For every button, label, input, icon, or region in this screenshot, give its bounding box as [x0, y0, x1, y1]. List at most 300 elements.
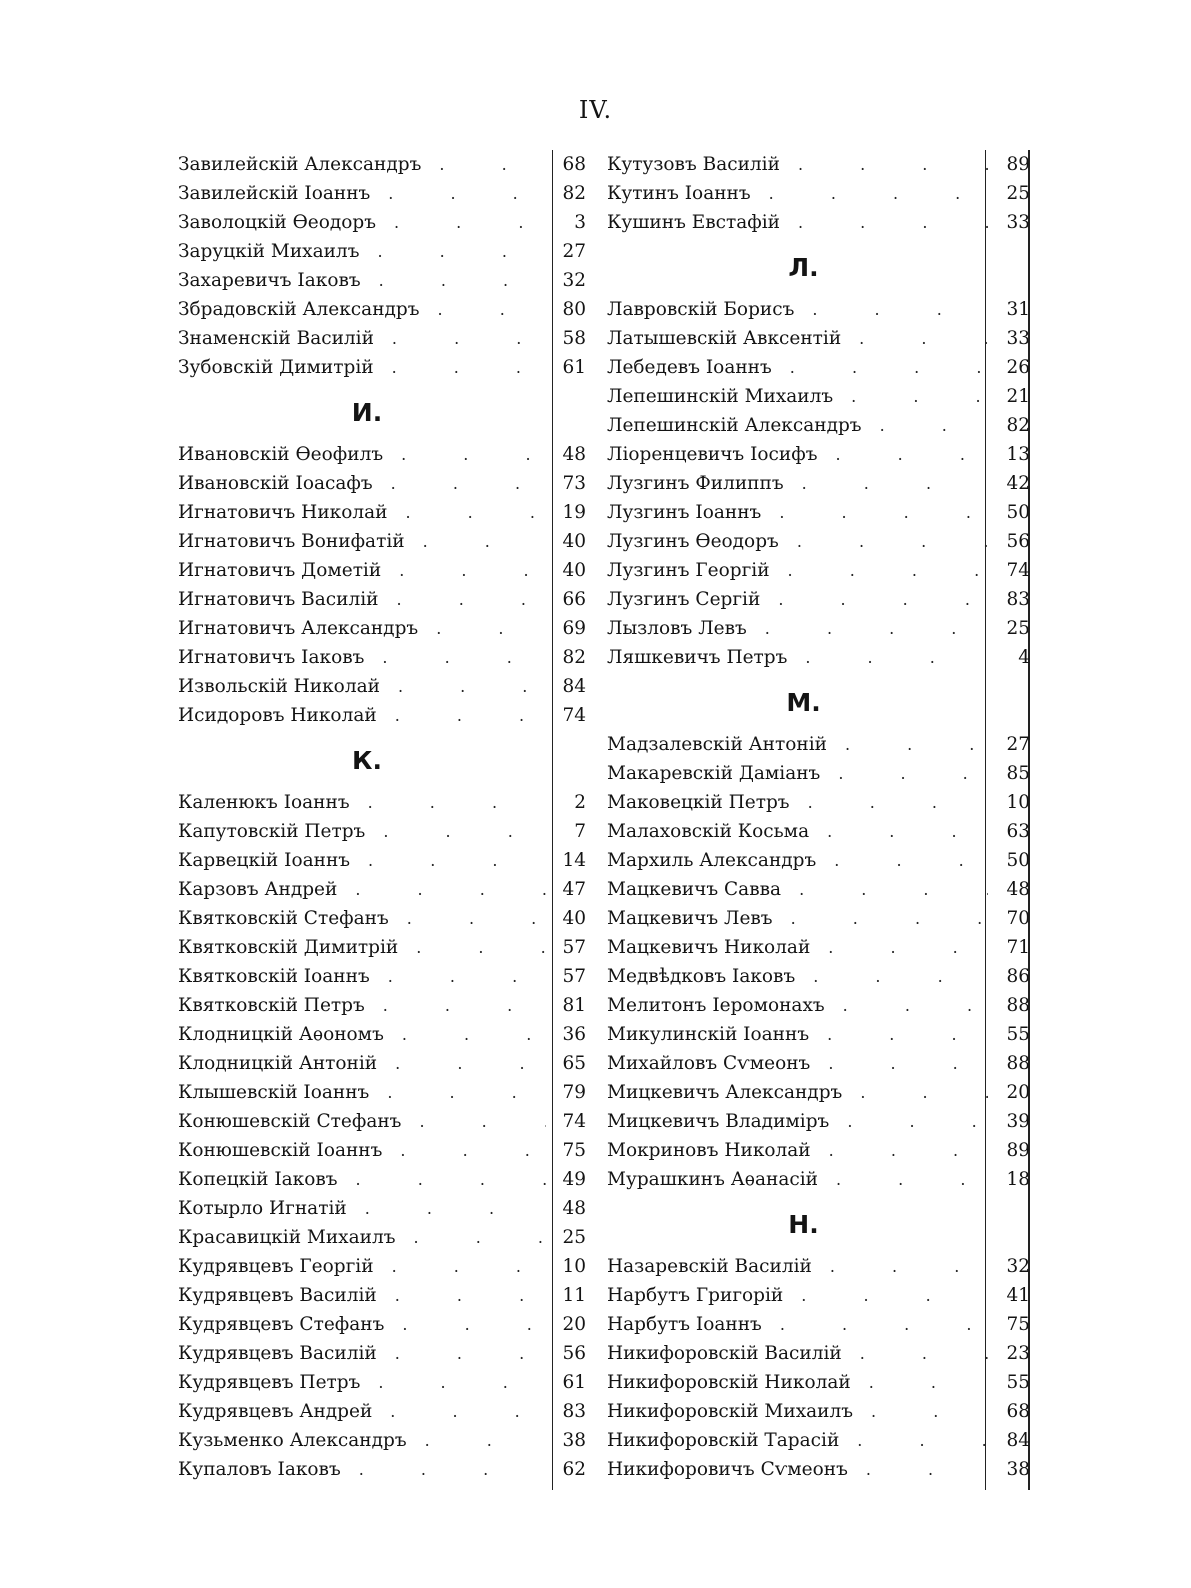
index-entry — [178, 1252, 586, 1281]
index-entry — [178, 1426, 586, 1455]
entry-name: Конюшевскій Стефанъ — [178, 1111, 402, 1132]
entry-name: Игнатовичъ Вонифатій — [178, 531, 405, 552]
entry-name: Карзовъ Андрей — [178, 879, 338, 900]
entry-page-number: 50 — [1006, 502, 1030, 523]
dot-leader — [770, 556, 988, 585]
entry-name: Кудрявцевъ Стефанъ — [178, 1314, 385, 1335]
entry-page-number: 83 — [562, 1401, 586, 1422]
index-entry — [178, 295, 586, 324]
entry-name: Кутинъ Іоаннъ — [607, 183, 751, 204]
entry-name: Никифоровскій Николай — [607, 1372, 851, 1393]
index-entry — [607, 498, 1030, 527]
index-entry — [178, 1339, 586, 1368]
entry-name: Лавровскій Борисъ — [607, 299, 795, 320]
entry-name: Квятковскій Петръ — [178, 995, 365, 1016]
dot-leader — [783, 1281, 988, 1310]
entry-page-number: 20 — [1006, 1082, 1030, 1103]
entry-page-number: 62 — [562, 1459, 586, 1480]
entry-name: Кудрявцевъ Василій — [178, 1343, 377, 1364]
dot-leader — [780, 150, 988, 179]
entry-page-number: 57 — [562, 937, 586, 958]
dot-leader — [829, 1107, 988, 1136]
index-entry — [178, 962, 586, 991]
index-entry — [178, 1049, 586, 1078]
entry-name: Зубовскій Димитрій — [178, 357, 374, 378]
index-entry — [607, 991, 1030, 1020]
entry-name: Мицкевичъ Александръ — [607, 1082, 843, 1103]
entry-page-number: 21 — [1006, 386, 1030, 407]
index-entry — [607, 1426, 1030, 1455]
entry-page-number: 50 — [1006, 850, 1030, 871]
entry-page-number: 38 — [1006, 1459, 1030, 1480]
entry-name: Нарбутъ Григорій — [607, 1285, 784, 1306]
dot-leader — [370, 962, 546, 991]
dot-leader — [360, 1368, 546, 1397]
dot-leader — [401, 1107, 546, 1136]
index-entry — [607, 1339, 1030, 1368]
dot-leader — [833, 382, 988, 411]
entry-name: Каленюкъ Іоаннъ — [178, 792, 350, 813]
index-entry — [178, 701, 586, 730]
index-entry — [607, 295, 1030, 324]
index-entry — [178, 788, 586, 817]
index-entry — [178, 208, 586, 237]
index-entry — [607, 1310, 1030, 1339]
dot-leader — [377, 1339, 546, 1368]
dot-leader — [361, 266, 546, 295]
dot-leader — [350, 788, 546, 817]
index-entry — [178, 556, 586, 585]
dot-leader — [359, 237, 546, 266]
entry-page-number: 55 — [1006, 1372, 1030, 1393]
index-entry — [178, 237, 586, 266]
dot-leader — [848, 1455, 988, 1484]
entry-name: Завилейскій Александръ — [178, 154, 422, 175]
dot-leader — [784, 469, 988, 498]
entry-page-number: 82 — [562, 183, 586, 204]
dot-leader — [396, 1223, 546, 1252]
index-entry — [178, 150, 586, 179]
entry-name: Никифоровскій Михаилъ — [607, 1401, 854, 1422]
entry-name: Квятковскій Стефанъ — [178, 908, 389, 929]
entry-page-number: 23 — [1006, 1343, 1030, 1364]
dot-leader — [794, 295, 988, 324]
entry-page-number: 40 — [562, 560, 586, 581]
index-entry — [178, 672, 586, 701]
entry-name: Кудрявцевъ Андрей — [178, 1401, 373, 1422]
entry-name: Никифоровичъ Сѵмеонъ — [607, 1459, 848, 1480]
entry-name: Игнатовичъ Дометій — [178, 560, 382, 581]
index-entry — [178, 933, 586, 962]
index-entry — [178, 904, 586, 933]
entry-page-number: 68 — [562, 154, 586, 175]
entry-name: Ляшкевичъ Петръ — [607, 647, 788, 668]
entry-page-number: 4 — [1018, 647, 1030, 668]
index-entry — [178, 498, 586, 527]
index-entry — [178, 1136, 586, 1165]
index-entry — [178, 585, 586, 614]
entry-page-number: 56 — [1006, 531, 1030, 552]
entry-page-number: 89 — [1006, 1140, 1030, 1161]
dot-leader — [337, 875, 546, 904]
dot-leader — [387, 498, 546, 527]
entry-name: Ліоренцевичъ Іосифъ — [607, 444, 818, 465]
index-entry — [607, 527, 1030, 556]
entry-page-number: 89 — [1006, 154, 1030, 175]
index-entry — [607, 150, 1030, 179]
entry-page-number: 40 — [562, 908, 586, 929]
entry-page-number: 65 — [562, 1053, 586, 1074]
entry-page-number: 36 — [562, 1024, 586, 1045]
entry-name: Мокриновъ Николай — [607, 1140, 811, 1161]
dot-leader — [827, 730, 988, 759]
dot-leader — [418, 614, 546, 643]
index-entry — [607, 1252, 1030, 1281]
index-entry — [607, 1020, 1030, 1049]
dot-leader — [760, 585, 988, 614]
entry-page-number: 74 — [562, 705, 586, 726]
index-entry — [178, 324, 586, 353]
entry-page-number: 3 — [574, 212, 586, 233]
index-entry — [607, 179, 1030, 208]
entry-page-number: 27 — [562, 241, 586, 262]
entry-name: Лызловъ Левъ — [607, 618, 747, 639]
entry-page-number: 80 — [562, 299, 586, 320]
entry-page-number: 7 — [574, 821, 586, 842]
dot-leader — [350, 846, 546, 875]
entry-name: Игнатовичъ Іаковъ — [178, 647, 365, 668]
dot-leader — [347, 1194, 546, 1223]
index-entry — [607, 1136, 1030, 1165]
entry-name: Капутовскій Петръ — [178, 821, 366, 842]
index-entry — [178, 614, 586, 643]
entry-name: Мархиль Александръ — [607, 850, 817, 871]
dot-leader — [842, 1078, 988, 1107]
entry-page-number: 13 — [1006, 444, 1030, 465]
index-entry — [607, 962, 1030, 991]
dot-leader — [790, 788, 988, 817]
entry-page-number: 10 — [1006, 792, 1030, 813]
index-entry — [607, 469, 1030, 498]
index-entry — [607, 614, 1030, 643]
dot-leader — [377, 701, 546, 730]
entry-name: Захаревичъ Іаковъ — [178, 270, 361, 291]
entry-page-number: 82 — [1006, 415, 1030, 436]
dot-leader — [374, 353, 546, 382]
index-entry — [178, 1107, 586, 1136]
dot-leader — [820, 759, 988, 788]
index-entry — [178, 1455, 586, 1484]
entry-name: Макаревскій Даміанъ — [607, 763, 821, 784]
section-letter: К. — [352, 746, 382, 775]
entry-page-number: 75 — [562, 1140, 586, 1161]
entry-name: Лузгинъ Ѳеодоръ — [607, 531, 779, 552]
entry-page-number: 56 — [562, 1343, 586, 1364]
index-entry — [607, 1397, 1030, 1426]
index-entry — [178, 1281, 586, 1310]
entry-page-number: 70 — [1006, 908, 1030, 929]
index-entry — [178, 266, 586, 295]
dot-leader — [384, 1310, 546, 1339]
index-entry — [607, 904, 1030, 933]
entry-page-number: 41 — [1006, 1285, 1030, 1306]
entry-page-number: 85 — [1006, 763, 1030, 784]
dot-leader — [810, 933, 988, 962]
dot-leader — [376, 208, 546, 237]
entry-page-number: 42 — [1006, 473, 1030, 494]
dot-leader — [811, 1136, 988, 1165]
dot-leader — [374, 324, 546, 353]
entry-page-number: 25 — [1006, 618, 1030, 639]
dot-leader — [787, 643, 988, 672]
index-entry — [178, 875, 586, 904]
entry-page-number: 47 — [562, 879, 586, 900]
index-entry — [607, 759, 1030, 788]
entry-name: Кутузовъ Василій — [607, 154, 780, 175]
dot-leader — [809, 1020, 988, 1049]
entry-page-number: 25 — [562, 1227, 586, 1248]
dot-leader — [747, 614, 988, 643]
section-letter: И. — [351, 398, 383, 427]
index-entry — [607, 411, 1030, 440]
index-entry — [607, 1368, 1030, 1397]
entry-name: Мадзалевскій Антоній — [607, 734, 827, 755]
entry-name: Кудрявцевъ Василій — [178, 1285, 377, 1306]
entry-name: Мацкевичъ Николай — [607, 937, 811, 958]
dot-leader — [853, 1397, 988, 1426]
dot-leader — [421, 150, 546, 179]
dot-leader — [365, 991, 546, 1020]
entry-name: Карвецкій Іоаннъ — [178, 850, 351, 871]
entry-page-number: 61 — [562, 1372, 586, 1393]
index-entry — [178, 353, 586, 382]
entry-page-number: 18 — [1006, 1169, 1030, 1190]
entry-page-number: 88 — [1006, 995, 1030, 1016]
dot-leader — [372, 1397, 546, 1426]
dot-leader — [812, 1252, 988, 1281]
dot-leader — [398, 933, 546, 962]
dot-leader — [407, 1426, 546, 1455]
entry-page-number: 48 — [562, 1198, 586, 1219]
index-entry — [607, 643, 1030, 672]
entry-page-number: 82 — [562, 647, 586, 668]
entry-name: Мелитонъ Іеромонахъ — [607, 995, 825, 1016]
entry-page-number: 61 — [562, 357, 586, 378]
dot-leader — [370, 179, 546, 208]
dot-leader — [773, 904, 988, 933]
entry-name: Купаловъ Іаковъ — [178, 1459, 341, 1480]
index-entry — [607, 1078, 1030, 1107]
dot-leader — [795, 962, 988, 991]
index-entry — [178, 1397, 586, 1426]
entry-page-number: 25 — [1006, 183, 1030, 204]
dot-leader — [338, 1165, 546, 1194]
entry-name: Никифоровскій Тарасій — [607, 1430, 840, 1451]
dot-leader — [825, 991, 988, 1020]
index-entry — [607, 1165, 1030, 1194]
index-entry — [178, 1368, 586, 1397]
entry-page-number: 27 — [1006, 734, 1030, 755]
dot-leader — [842, 1339, 988, 1368]
entry-name: Конюшевскій Іоаннъ — [178, 1140, 383, 1161]
dot-leader — [341, 1455, 546, 1484]
entry-name: Завилейскій Іоаннъ — [178, 183, 371, 204]
index-entry — [178, 440, 586, 469]
dot-leader — [381, 556, 546, 585]
entry-page-number: 32 — [1006, 1256, 1030, 1277]
entry-page-number: 14 — [562, 850, 586, 871]
entry-name: Котырло Игнатій — [178, 1198, 347, 1219]
entry-name: Ивановскій Іоасафъ — [178, 473, 373, 494]
entry-name: Нарбутъ Іоаннъ — [607, 1314, 762, 1335]
index-entry — [607, 1049, 1030, 1078]
entry-name: Ивановскій Ѳеофилъ — [178, 444, 384, 465]
section-letter: Л. — [788, 253, 819, 282]
entry-name: Заволоцкій Ѳеодоръ — [178, 212, 376, 233]
index-entry — [178, 1020, 586, 1049]
entry-name: Мурашкинъ Аѳанасій — [607, 1169, 818, 1190]
entry-page-number: 40 — [562, 531, 586, 552]
index-entry — [607, 1455, 1030, 1484]
index-entry — [607, 1281, 1030, 1310]
entry-name: Мацкевичъ Савва — [607, 879, 782, 900]
entry-page-number: 75 — [1006, 1314, 1030, 1335]
entry-page-number: 83 — [1006, 589, 1030, 610]
entry-page-number: 31 — [1006, 299, 1030, 320]
dot-leader — [377, 1049, 546, 1078]
index-entry — [607, 208, 1030, 237]
entry-name: Игнатовичъ Николай — [178, 502, 388, 523]
dot-leader — [851, 1368, 988, 1397]
entry-name: Знаменскій Василій — [178, 328, 374, 349]
entry-page-number: 48 — [562, 444, 586, 465]
dot-leader — [841, 324, 988, 353]
entry-page-number: 11 — [562, 1285, 586, 1306]
entry-name: Исидоровъ Николай — [178, 705, 377, 726]
entry-page-number: 38 — [562, 1430, 586, 1451]
dot-leader — [772, 353, 988, 382]
dot-leader — [779, 527, 988, 556]
index-entry — [607, 788, 1030, 817]
index-entry — [178, 1078, 586, 1107]
entry-name: Лузгинъ Георгій — [607, 560, 770, 581]
entry-name: Красавицкій Михаилъ — [178, 1227, 396, 1248]
entry-page-number: 55 — [1006, 1024, 1030, 1045]
dot-leader — [364, 643, 546, 672]
entry-name: Лузгинъ Сергій — [607, 589, 761, 610]
entry-page-number: 79 — [562, 1082, 586, 1103]
dot-leader — [389, 904, 546, 933]
index-entry — [178, 527, 586, 556]
index-entry — [178, 991, 586, 1020]
entry-name: Клышевскій Іоаннъ — [178, 1082, 370, 1103]
index-entry — [178, 846, 586, 875]
dot-leader — [809, 817, 988, 846]
index-entry — [178, 1310, 586, 1339]
dot-leader — [380, 672, 546, 701]
entry-name: Клодницкій Антоній — [178, 1053, 378, 1074]
entry-page-number: 73 — [562, 473, 586, 494]
entry-page-number: 49 — [562, 1169, 586, 1190]
entry-name: Лузгинъ Іоаннъ — [607, 502, 762, 523]
dot-leader — [751, 179, 988, 208]
entry-name: Збрадовскій Александръ — [178, 299, 420, 320]
dot-leader — [384, 1020, 546, 1049]
index-entry — [607, 846, 1030, 875]
entry-name: Маковецкій Петръ — [607, 792, 790, 813]
index-column-right — [607, 150, 1030, 1484]
entry-name: Лепешинскій Александръ — [607, 415, 862, 436]
entry-page-number: 88 — [1006, 1053, 1030, 1074]
entry-name: Извольскій Николай — [178, 676, 380, 697]
entry-page-number: 86 — [1006, 966, 1030, 987]
entry-name: Клодницкій Аѳономъ — [178, 1024, 384, 1045]
entry-name: Никифоровскій Василій — [607, 1343, 842, 1364]
index-entry — [607, 353, 1030, 382]
index-column-left — [178, 150, 586, 1484]
dot-leader — [761, 498, 988, 527]
dot-leader — [383, 440, 546, 469]
entry-name: Лебедевъ Іоаннъ — [607, 357, 772, 378]
entry-page-number: 71 — [1006, 937, 1030, 958]
dot-leader — [780, 208, 988, 237]
dot-leader — [816, 846, 988, 875]
entry-page-number: 74 — [562, 1111, 586, 1132]
entry-page-number: 68 — [1006, 1401, 1030, 1422]
entry-name: Игнатовичъ Василій — [178, 589, 379, 610]
dot-leader — [862, 411, 988, 440]
entry-name: Мицкевичъ Владиміръ — [607, 1111, 830, 1132]
entry-page-number: 57 — [562, 966, 586, 987]
entry-page-number: 39 — [1006, 1111, 1030, 1132]
entry-page-number: 10 — [562, 1256, 586, 1277]
entry-page-number: 58 — [562, 328, 586, 349]
entry-page-number: 74 — [1006, 560, 1030, 581]
entry-page-number: 63 — [1006, 821, 1030, 842]
entry-page-number: 19 — [562, 502, 586, 523]
entry-name: Михайловъ Сѵмеонъ — [607, 1053, 811, 1074]
index-entry — [607, 382, 1030, 411]
dot-leader — [365, 817, 546, 846]
entry-name: Микулинскій Іоаннъ — [607, 1024, 810, 1045]
dot-leader — [810, 1049, 988, 1078]
entry-page-number: 33 — [1006, 328, 1030, 349]
entry-name: Копецкій Іаковъ — [178, 1169, 338, 1190]
entry-name: Медвѣдковъ Іаковъ — [607, 966, 796, 987]
index-entry — [607, 440, 1030, 469]
dot-leader — [369, 1078, 546, 1107]
index-entry — [607, 556, 1030, 585]
dot-leader — [818, 1165, 988, 1194]
index-entry — [178, 1223, 586, 1252]
section-letter: М. — [786, 688, 821, 717]
dot-leader — [382, 1136, 546, 1165]
dot-leader — [377, 1281, 546, 1310]
dot-leader — [781, 875, 988, 904]
dot-leader — [405, 527, 546, 556]
entry-name: Кузьменко Александръ — [178, 1430, 407, 1451]
index-entry — [607, 875, 1030, 904]
index-entry — [607, 817, 1030, 846]
index-entry — [607, 324, 1030, 353]
entry-name: Лузгинъ Филиппъ — [607, 473, 784, 494]
entry-name: Назаревскій Василій — [607, 1256, 812, 1277]
index-entry — [178, 1194, 586, 1223]
entry-name: Кушинъ Евстафій — [607, 212, 780, 233]
dot-leader — [817, 440, 988, 469]
dot-leader — [420, 295, 546, 324]
dot-leader — [762, 1310, 988, 1339]
